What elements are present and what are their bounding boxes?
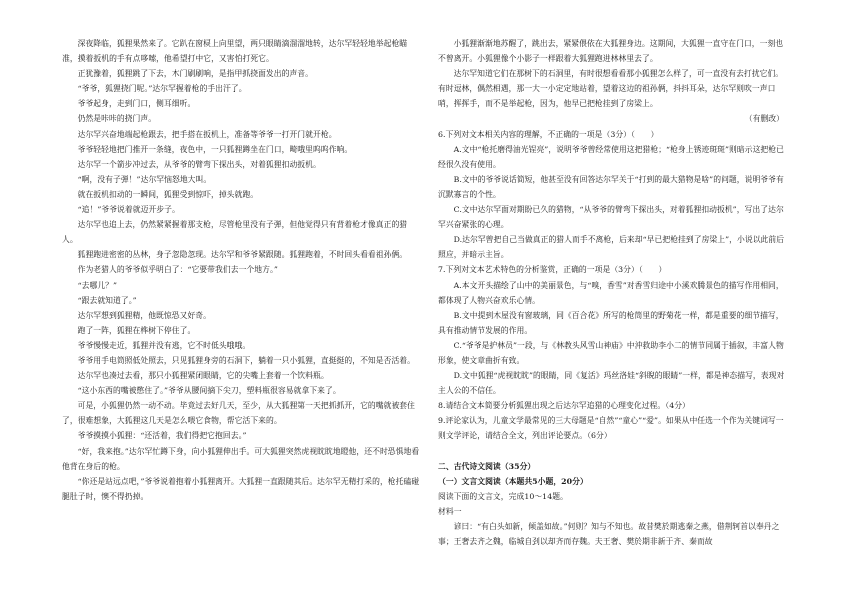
right-option: C.文中达尔罕面对期盼已久的猎物，“从爷爷的臂弯下探出头，对着狐狸扣动扳机”，写出了达尔罕兴奋紧张的心理。 xyxy=(438,205,784,230)
left-paragraph: 爷爷用手电筒照低处照去，只见狐狸身旁的石洞下，躺着一只小狐狸，直挺挺的，不知是否活着。 xyxy=(77,355,416,365)
left-column xyxy=(62,36,420,504)
right-section-heading: 二、古代诗文阅读（35分） xyxy=(438,461,536,471)
right-question: 材料一 xyxy=(438,506,462,516)
left-paragraph: “爷爷，狐狸挠门呢。”达尔罕握着枪的手出汗了。 xyxy=(77,84,247,94)
right-option: D.文中狐狸“虎视眈眈”的眼睛，同《复活》玛丝洛娃“斜睨的眼睛”一样，都是神态描写，表现对主人公的不信任。 xyxy=(438,371,785,396)
left-paragraph: 就在扳机扣动的一瞬间，狐狸受到惊吓，掉头就跑。 xyxy=(77,189,259,199)
right-paragraph: 达尔罕知道它们在那树下的石洞里，有时很想看看那小狐狸怎么样了，可一直没有去打扰它们。有时逗林，偶然相遇，那一大一小定定地站着，望着这边的祖孙俩，抖抖耳朵，达尔罕则吹一声口哨，挥挥手，而不是举起枪，因为，他早已把枪挂到了房梁上。 xyxy=(438,69,784,109)
left-paragraph: “好，我来抱。”达尔罕忙蹲下身，向小狐狸伸出手。可大狐狸突然虎视眈眈地瞪他，还不时恐惧地看他背在身后的枪。 xyxy=(62,446,420,471)
left-paragraph: 达尔罕想到狐狸精，他既惊恐又好奇。 xyxy=(77,310,211,320)
left-paragraph: 爷爷轻轻地把门推开一条缝，夜色中，一只狐狸蹲坐在门口，畸哦里呜呜作响。 xyxy=(77,144,353,154)
right-question: 6.下列对文本相关内容的理解，不正确的一项是（3分）（ ） xyxy=(438,129,659,139)
left-paragraph: “这小东西的嘴被憋住了。”爷爷从腰间摘下尖刀，塑料瓶很容易就拿下来了。 xyxy=(77,386,341,396)
left-paragraph: 达尔罕也追上去，仍然紧紧握着那支枪，尽管枪里没有子弹，但他觉得只有背着枪才像真正的猎人。 xyxy=(62,220,408,245)
right-option: C.“爷爷是护林员”一段，与《林教头风雪山神庙》中沖救助李小二的情节同属于插叙，丰富人物形象，使文章曲折有致。 xyxy=(438,340,784,365)
right-option: A.文中“枪托磨得油光锃亮”，说明爷爷曾经常使用这把猎枪；“枪身上锈迹斑斑”则暗示这把枪已经很久没有使用。 xyxy=(438,144,784,169)
right-question: 阅读下面的文言文，完成10～14题。 xyxy=(438,491,568,501)
left-paragraph: “去哪儿？” xyxy=(77,280,118,290)
left-paragraph: 作为老猎人的爷爷似乎明白了：“它要带我们去一个地方。” xyxy=(77,265,278,275)
right-question: 9.评论家认为，儿童文学最常见的三大母题是“自然”“童心”“爱”。如果从中任选一个作为关键词写一则文学评论，请结合全文，列出评论要点。（6分） xyxy=(438,416,784,441)
right-subsection-heading: （一）文言文阅读（本题共5小题，20分） xyxy=(438,476,588,486)
right-option: D.达尔罕曾把自己当做真正的猎人而手不离枪，后来却“早已把枪挂到了房梁上”，小说以此前后照应，并暗示主旨。 xyxy=(438,235,785,260)
left-paragraph: 爷爷起身，走到门口，侧耳细听。 xyxy=(77,99,196,109)
right-paragraph: 小狐狸渐渐地苏醒了，跳出去，紧紧偎依在大狐狸身边。这期间，大狐狸一直守在门口，一刻也不曾离开。小狐狸像个小影子一样跟着大狐狸跑进林林里去了。 xyxy=(438,39,784,64)
left-paragraph: “啊，没有子弹！”达尔罕恼怒地大叫。 xyxy=(77,174,212,184)
left-paragraph: 达尔罕兴奋地端起枪跟去，把手搭在扳机上，准备等爷爷一打开门就开枪。 xyxy=(77,129,337,139)
right-spacer xyxy=(438,444,790,459)
left-paragraph: “你还是站远点吧，”爷爷说着抱着小狐狸离开。大狐狸一直跟随其后。达尔罕无精打采的，枪托磕碰腿肚子时，懊不得扔掉。 xyxy=(62,476,420,501)
left-paragraph: “跟去就知道了。” xyxy=(77,295,137,305)
left-paragraph: 达尔罕也凑过去看，那只小狐狸紧闭眼睛，它的尖嘴上套着一个饮料瓶。 xyxy=(77,371,329,381)
left-paragraph: 仍然是咔咔的挠门声。 xyxy=(77,114,157,124)
right-source-note: （有删改） xyxy=(744,114,784,124)
right-option: B.文中的爷爷说话简短，他甚至没有回答达尔罕关于“打到的最大猎物是啥”的问题，说明爷爷有沉默寡言的个性。 xyxy=(438,174,784,199)
left-paragraph: 正犹豫着，狐狸跳了下去，木门刷刷响，是指甲抓挠面发出的声音。 xyxy=(77,69,313,79)
right-option: A.本文开头描绘了山中的美丽景色，与“嗅，香雪”对香雪归途中小溪欢腾景色的描写作用相同，都体现了人物兴奋欢乐心情。 xyxy=(438,280,784,305)
right-paragraph: 谚曰：“有白头如新，倾盖如故。”何则？知与不知也。故昔樊於期逃秦之燕，借荆轲首以奉丹之事；王奢去齐之魏，临城自刭以却齐而存魏。夫王奢、樊於期非新于齐、秦而故 xyxy=(438,522,780,547)
right-question: 8.请结合文本简要分析狐狸出现之后达尔罕追猎的心理变化过程。（4分） xyxy=(438,401,690,411)
left-paragraph: “追！”爷爷说着就迈开步子。 xyxy=(77,205,180,215)
right-option: B.文中提到木屋没有窗玻璃，同《百合花》所写的枪筒里的野菊花一样，都是重要的细节描写，具有推动情节发展的作用。 xyxy=(438,310,784,335)
left-paragraph: 跑了一阵，狐狸在桦树下停住了。 xyxy=(77,325,196,335)
left-paragraph: 深夜降临，狐狸果然来了。它趴在窗棂上向里望，两只眼睛滴溜溜地转，达尔罕轻轻地举起枪瞄准，摸着扳机的手有点哆嗦，他希望打中它，又害怕打死它。 xyxy=(62,39,408,64)
left-paragraph: 达尔罕一个箭步冲过去，从爷爷的臂弯下探出头，对着狐狸扣动扳机。 xyxy=(77,159,321,169)
right-question: 7.下列对文本艺术特色的分析鉴赏，正确的一项是（3分）（ ） xyxy=(438,265,667,275)
left-paragraph: 狐狸跑进密密的丛林，身子忽隐忽现。达尔罕和爷爷紧跟随。狐狸跑着，不时回头看看祖孙俩。 xyxy=(77,250,408,260)
left-paragraph: 可是，小狐狸仍然一动不动。毕竟过去好几天，至少，从大狐狸第一天把抓抓开，它的嘴就被套住了，很难想象，大狐狸这几天是怎么喂它食物，帮它活下来的。 xyxy=(62,401,416,426)
right-column xyxy=(438,36,790,549)
left-paragraph: 爷爷摸摸小狐狸：“还活着，我们得把它抱回去。” xyxy=(77,431,247,441)
left-paragraph: 爷爷慢慢走近，狐狸并没有逃，它不时低头哦哦。 xyxy=(77,340,251,350)
